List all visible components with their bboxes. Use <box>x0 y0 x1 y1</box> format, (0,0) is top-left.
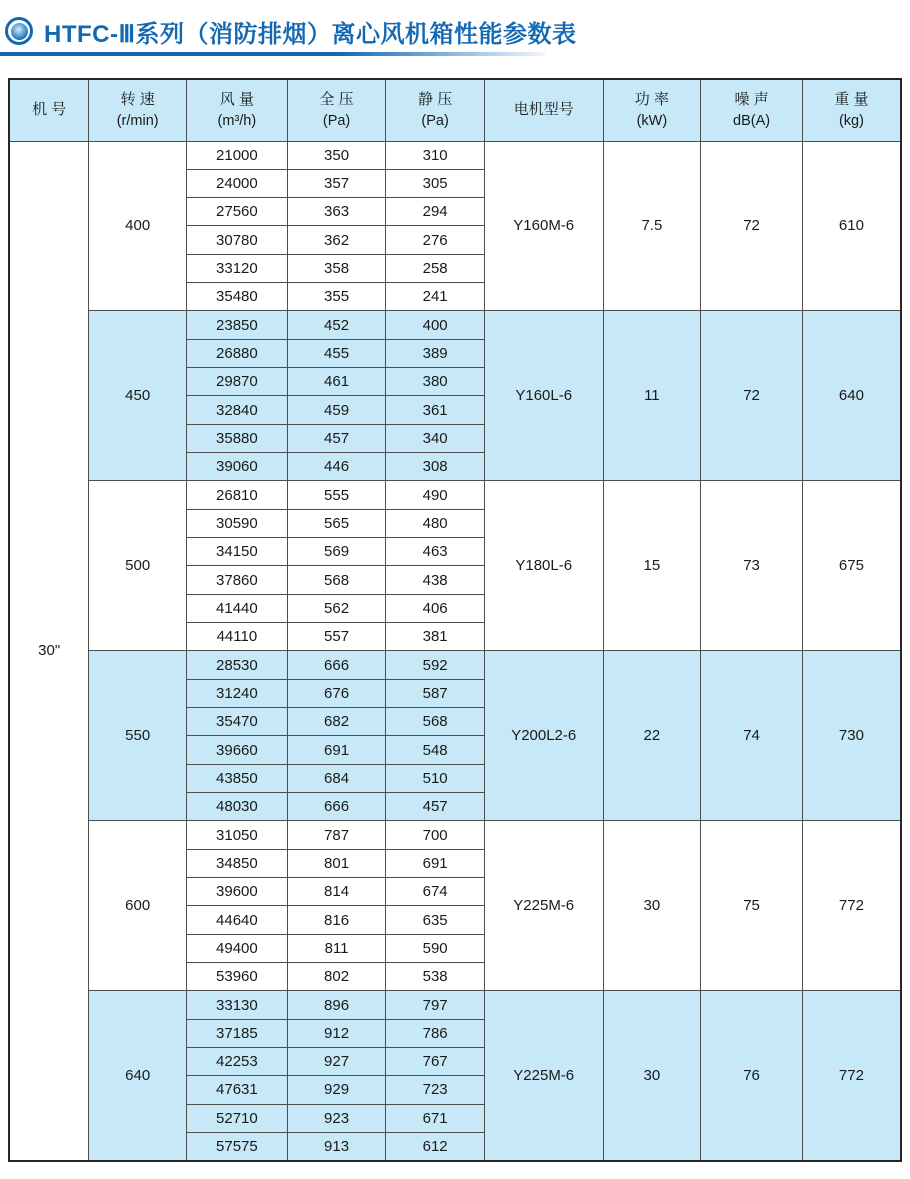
cell-static-pressure: 490 <box>386 481 485 509</box>
header-unit: dB(A) <box>733 112 771 129</box>
cell-noise: 76 <box>701 991 803 1161</box>
cell-power: 7.5 <box>603 141 701 311</box>
cell-static-pressure: 700 <box>386 821 485 849</box>
cell-airflow: 32840 <box>187 396 288 424</box>
cell-static-pressure: 406 <box>386 594 485 622</box>
page-header <box>0 0 910 47</box>
cell-airflow: 37185 <box>187 1019 288 1047</box>
cell-airflow: 26880 <box>187 339 288 367</box>
cell-total-pressure: 358 <box>287 254 386 282</box>
spec-table-body <box>9 141 901 1161</box>
table-row <box>9 141 901 169</box>
cell-static-pressure: 797 <box>386 991 485 1019</box>
cell-noise: 74 <box>701 651 803 821</box>
cell-total-pressure: 929 <box>287 1076 386 1104</box>
cell-weight: 610 <box>802 141 901 311</box>
header-label: 重 量 <box>834 90 869 108</box>
cell-motor-model: Y160M-6 <box>484 141 603 311</box>
cell-airflow: 42253 <box>187 1048 288 1076</box>
header-row <box>9 79 901 141</box>
cell-weight: 675 <box>802 481 901 651</box>
cell-machine-no: 30" <box>9 141 89 1161</box>
cell-speed: 400 <box>89 141 187 311</box>
cell-power: 22 <box>603 651 701 821</box>
cell-static-pressure: 305 <box>386 169 485 197</box>
spec-table <box>8 78 902 1162</box>
cell-airflow: 30780 <box>187 226 288 254</box>
page-title: HTFC-Ⅲ系列（消防排烟）离心风机箱性能参数表 <box>44 20 577 48</box>
cell-weight: 772 <box>802 991 901 1161</box>
cell-static-pressure: 400 <box>386 311 485 339</box>
table-row <box>9 991 901 1019</box>
header-unit: (kW) <box>636 112 668 129</box>
cell-power: 30 <box>603 821 701 991</box>
cell-motor-model: Y160L-6 <box>484 311 603 481</box>
cell-static-pressure: 767 <box>386 1048 485 1076</box>
cell-total-pressure: 357 <box>287 169 386 197</box>
cell-airflow: 41440 <box>187 594 288 622</box>
header-unit: (kg) <box>838 112 864 129</box>
cell-airflow: 39600 <box>187 878 288 906</box>
cell-speed: 550 <box>89 651 187 821</box>
table-row <box>9 821 901 849</box>
cell-total-pressure: 452 <box>287 311 386 339</box>
cell-total-pressure: 457 <box>287 424 386 452</box>
cell-static-pressure: 612 <box>386 1132 485 1161</box>
cell-airflow: 30590 <box>187 509 288 537</box>
header-unit: (Pa) <box>421 112 449 129</box>
cell-airflow: 49400 <box>187 934 288 962</box>
cell-weight: 640 <box>802 311 901 481</box>
cell-total-pressure: 927 <box>287 1048 386 1076</box>
cell-total-pressure: 568 <box>287 566 386 594</box>
bullseye-icon-core <box>11 23 28 40</box>
cell-noise: 73 <box>701 481 803 651</box>
cell-airflow: 35880 <box>187 424 288 452</box>
cell-airflow: 33120 <box>187 254 288 282</box>
cell-static-pressure: 635 <box>386 906 485 934</box>
header-cell-machine-no <box>9 79 89 141</box>
cell-total-pressure: 562 <box>287 594 386 622</box>
header-cell-weight <box>802 79 901 141</box>
cell-total-pressure: 801 <box>287 849 386 877</box>
cell-total-pressure: 455 <box>287 339 386 367</box>
cell-static-pressure: 786 <box>386 1019 485 1047</box>
cell-total-pressure: 691 <box>287 736 386 764</box>
cell-static-pressure: 438 <box>386 566 485 594</box>
table-row <box>9 651 901 679</box>
header-label: 噪 声 <box>734 90 769 108</box>
table-row <box>9 481 901 509</box>
cell-total-pressure: 811 <box>287 934 386 962</box>
cell-airflow: 44110 <box>187 623 288 651</box>
cell-airflow: 34850 <box>187 849 288 877</box>
cell-speed: 500 <box>89 481 187 651</box>
header-cell-noise <box>701 79 803 141</box>
header-label: 功 率 <box>634 90 669 108</box>
cell-static-pressure: 538 <box>386 963 485 991</box>
cell-static-pressure: 587 <box>386 679 485 707</box>
cell-total-pressure: 557 <box>287 623 386 651</box>
cell-total-pressure: 350 <box>287 141 386 169</box>
cell-total-pressure: 666 <box>287 793 386 821</box>
header-cell-speed <box>89 79 187 141</box>
cell-airflow: 39060 <box>187 453 288 481</box>
cell-power: 15 <box>603 481 701 651</box>
cell-total-pressure: 814 <box>287 878 386 906</box>
cell-airflow: 28530 <box>187 651 288 679</box>
cell-total-pressure: 816 <box>287 906 386 934</box>
cell-airflow: 48030 <box>187 793 288 821</box>
cell-total-pressure: 684 <box>287 764 386 792</box>
header-label: 风 量 <box>219 90 254 108</box>
cell-static-pressure: 340 <box>386 424 485 452</box>
cell-static-pressure: 723 <box>386 1076 485 1104</box>
cell-weight: 730 <box>802 651 901 821</box>
table-row <box>9 311 901 339</box>
cell-total-pressure: 461 <box>287 368 386 396</box>
cell-total-pressure: 913 <box>287 1132 386 1161</box>
cell-power: 11 <box>603 311 701 481</box>
cell-static-pressure: 510 <box>386 764 485 792</box>
cell-total-pressure: 896 <box>287 991 386 1019</box>
cell-total-pressure: 555 <box>287 481 386 509</box>
cell-speed: 600 <box>89 821 187 991</box>
header-label: 转 速 <box>120 90 155 108</box>
cell-speed: 640 <box>89 991 187 1161</box>
cell-airflow: 37860 <box>187 566 288 594</box>
cell-total-pressure: 565 <box>287 509 386 537</box>
cell-static-pressure: 691 <box>386 849 485 877</box>
cell-motor-model: Y225M-6 <box>484 991 603 1161</box>
header-label: 静 压 <box>418 90 453 108</box>
cell-airflow: 35480 <box>187 283 288 311</box>
cell-total-pressure: 446 <box>287 453 386 481</box>
cell-weight: 772 <box>802 821 901 991</box>
cell-static-pressure: 389 <box>386 339 485 367</box>
cell-noise: 72 <box>701 311 803 481</box>
cell-airflow: 35470 <box>187 708 288 736</box>
cell-airflow: 52710 <box>187 1104 288 1132</box>
cell-noise: 72 <box>701 141 803 311</box>
cell-total-pressure: 802 <box>287 963 386 991</box>
cell-power: 30 <box>603 991 701 1161</box>
spec-table-head <box>9 79 901 141</box>
cell-static-pressure: 241 <box>386 283 485 311</box>
cell-motor-model: Y180L-6 <box>484 481 603 651</box>
cell-static-pressure: 480 <box>386 509 485 537</box>
cell-total-pressure: 912 <box>287 1019 386 1047</box>
cell-total-pressure: 666 <box>287 651 386 679</box>
cell-static-pressure: 671 <box>386 1104 485 1132</box>
cell-static-pressure: 590 <box>386 934 485 962</box>
cell-static-pressure: 592 <box>386 651 485 679</box>
header-cell-motor-model <box>484 79 603 141</box>
cell-total-pressure: 676 <box>287 679 386 707</box>
cell-airflow: 53960 <box>187 963 288 991</box>
cell-airflow: 57575 <box>187 1132 288 1161</box>
cell-airflow: 31050 <box>187 821 288 849</box>
cell-static-pressure: 568 <box>386 708 485 736</box>
cell-static-pressure: 308 <box>386 453 485 481</box>
bullseye-icon <box>5 17 33 45</box>
cell-motor-model: Y200L2-6 <box>484 651 603 821</box>
cell-static-pressure: 361 <box>386 396 485 424</box>
cell-airflow: 39660 <box>187 736 288 764</box>
cell-speed: 450 <box>89 311 187 481</box>
cell-static-pressure: 381 <box>386 623 485 651</box>
cell-airflow: 29870 <box>187 368 288 396</box>
cell-static-pressure: 463 <box>386 538 485 566</box>
title-underline <box>0 52 545 56</box>
cell-total-pressure: 363 <box>287 198 386 226</box>
cell-static-pressure: 276 <box>386 226 485 254</box>
cell-airflow: 47631 <box>187 1076 288 1104</box>
cell-static-pressure: 294 <box>386 198 485 226</box>
cell-static-pressure: 258 <box>386 254 485 282</box>
header-label: 机 号 <box>32 101 67 119</box>
cell-airflow: 33130 <box>187 991 288 1019</box>
cell-total-pressure: 682 <box>287 708 386 736</box>
header-unit: (m³/h) <box>217 112 257 129</box>
cell-airflow: 44640 <box>187 906 288 934</box>
cell-airflow: 31240 <box>187 679 288 707</box>
cell-static-pressure: 380 <box>386 368 485 396</box>
header-cell-airflow <box>187 79 288 141</box>
header-unit: (Pa) <box>322 112 351 129</box>
cell-airflow: 26810 <box>187 481 288 509</box>
cell-airflow: 27560 <box>187 198 288 226</box>
cell-airflow: 34150 <box>187 538 288 566</box>
cell-total-pressure: 355 <box>287 283 386 311</box>
cell-total-pressure: 787 <box>287 821 386 849</box>
cell-airflow: 21000 <box>187 141 288 169</box>
header-cell-static-pressure <box>386 79 485 141</box>
cell-noise: 75 <box>701 821 803 991</box>
cell-total-pressure: 569 <box>287 538 386 566</box>
cell-static-pressure: 457 <box>386 793 485 821</box>
header-label: 电机型号 <box>513 101 574 119</box>
cell-total-pressure: 923 <box>287 1104 386 1132</box>
header-cell-total-pressure <box>287 79 386 141</box>
header-cell-power <box>603 79 701 141</box>
cell-motor-model: Y225M-6 <box>484 821 603 991</box>
cell-total-pressure: 459 <box>287 396 386 424</box>
cell-total-pressure: 362 <box>287 226 386 254</box>
header-unit: (r/min) <box>116 112 159 129</box>
header-label: 全 压 <box>319 90 354 108</box>
cell-airflow: 23850 <box>187 311 288 339</box>
cell-static-pressure: 310 <box>386 141 485 169</box>
cell-static-pressure: 674 <box>386 878 485 906</box>
cell-static-pressure: 548 <box>386 736 485 764</box>
cell-airflow: 24000 <box>187 169 288 197</box>
cell-airflow: 43850 <box>187 764 288 792</box>
